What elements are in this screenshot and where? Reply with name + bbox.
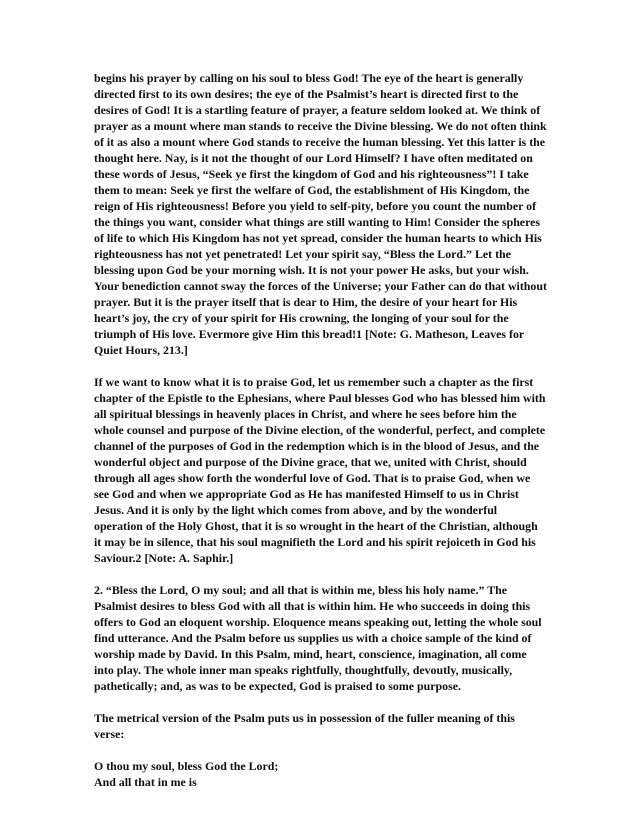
paragraph-verse-2-commentary: 2. “Bless the Lord, O my soul; and all that is within me, bless his holy name.” The Psalmist desires to bless God with all that is within him. He who succeeds in doing this offers to God an eloquent worship. Eloquence means speaking out, letting the whole soul find utterance. And the Psalm before us supplies us with a choice sample of the kind of worship made by David. In this Psalm, mind, heart, conscience, imagination, all come into play. The whole inner man speaks rightfully, thoughtfully, devoutly, musically, pathetically; and, as was to be expected, God is praised to some purpose. [94,583,542,693]
metrical-verse [94,758,547,790]
verse-line: O thou my soul, bless God the Lord; [94,759,279,773]
paragraph-metrical-version-intro: The metrical version of the Psalm puts us in possession of the fuller meaning of this verse: [94,711,515,741]
verse-line: And all that in me is [94,775,197,789]
paragraph-saphir-quote: If we want to know what it is to praise God, let us remember such a chapter as the first chapter of the Epistle to the Ephesians, where Paul blesses God who has blessed him with all spiritual blessings in heavenly places in Christ, and where he sees before him the whole counsel and purpose of the Divine election, of the wonderful, perfect, and complete channel of the purposes of God in the redemption which is in the blood of Jesus, and the wonderful object and purpose of the Divine grace, that we, united with Christ, should through all ages show forth the wonderful love of God. That is to praise God, when we see God and when we appropriate God as He has manifested Himself to us in Christ Jesus. And it is only by the light which comes from above, and by the wonderful operation of the Holy Ghost, that it is so wrought in the heart of the Christian, although it may be in silence, that his soul magnifieth the Lord and his spirit rejoiceth in God his Saviour.2 [Note: A. Saphir.] [94,375,546,565]
page-body [94,70,547,790]
paragraph-matheson-quote: begins his prayer by calling on his soul to bless God! The eye of the heart is generally directed first to its own desires; the eye of the Psalmist’s heart is directed first to the desires of God! It is a startling feature of prayer, a feature seldom looked at. We think of prayer as a mount where man stands to receive the Divine blessing. We do not often think of it as also a mount where God stands to receive the human blessing. Yet this latter is the thought here. Nay, is it not the thought of our Lord Himself? I have often meditated on these words of Jesus, “Seek ye first the kingdom of God and his righteousness”! I take them to mean: Seek ye first the welfare of God, the establishment of His Kingdom, the reign of His righteousness! Before you yield to self-pity, before you count the number of the things you want, consider what things are still wanting to Him! Consider the spheres of life to which His Kingdom has not yet spread, consider the human hearts to which His righteousness has not yet penetrated! Let your spirit say, “Bless the Lord.” Let the blessing upon God be your morning wish. It is not your power He asks, but your wish. Your benediction cannot sway the forces of the Universe; your Father can do that without prayer. But it is the prayer itself that is dear to Him, the desire of your heart for His heart’s joy, the cry of your spirit for His crowning, the longing of your soul for the triumph of His love. Evermore give Him this bread!1 [Note: G. Matheson, Leaves for Quiet Hours, 213.] [94,71,547,357]
